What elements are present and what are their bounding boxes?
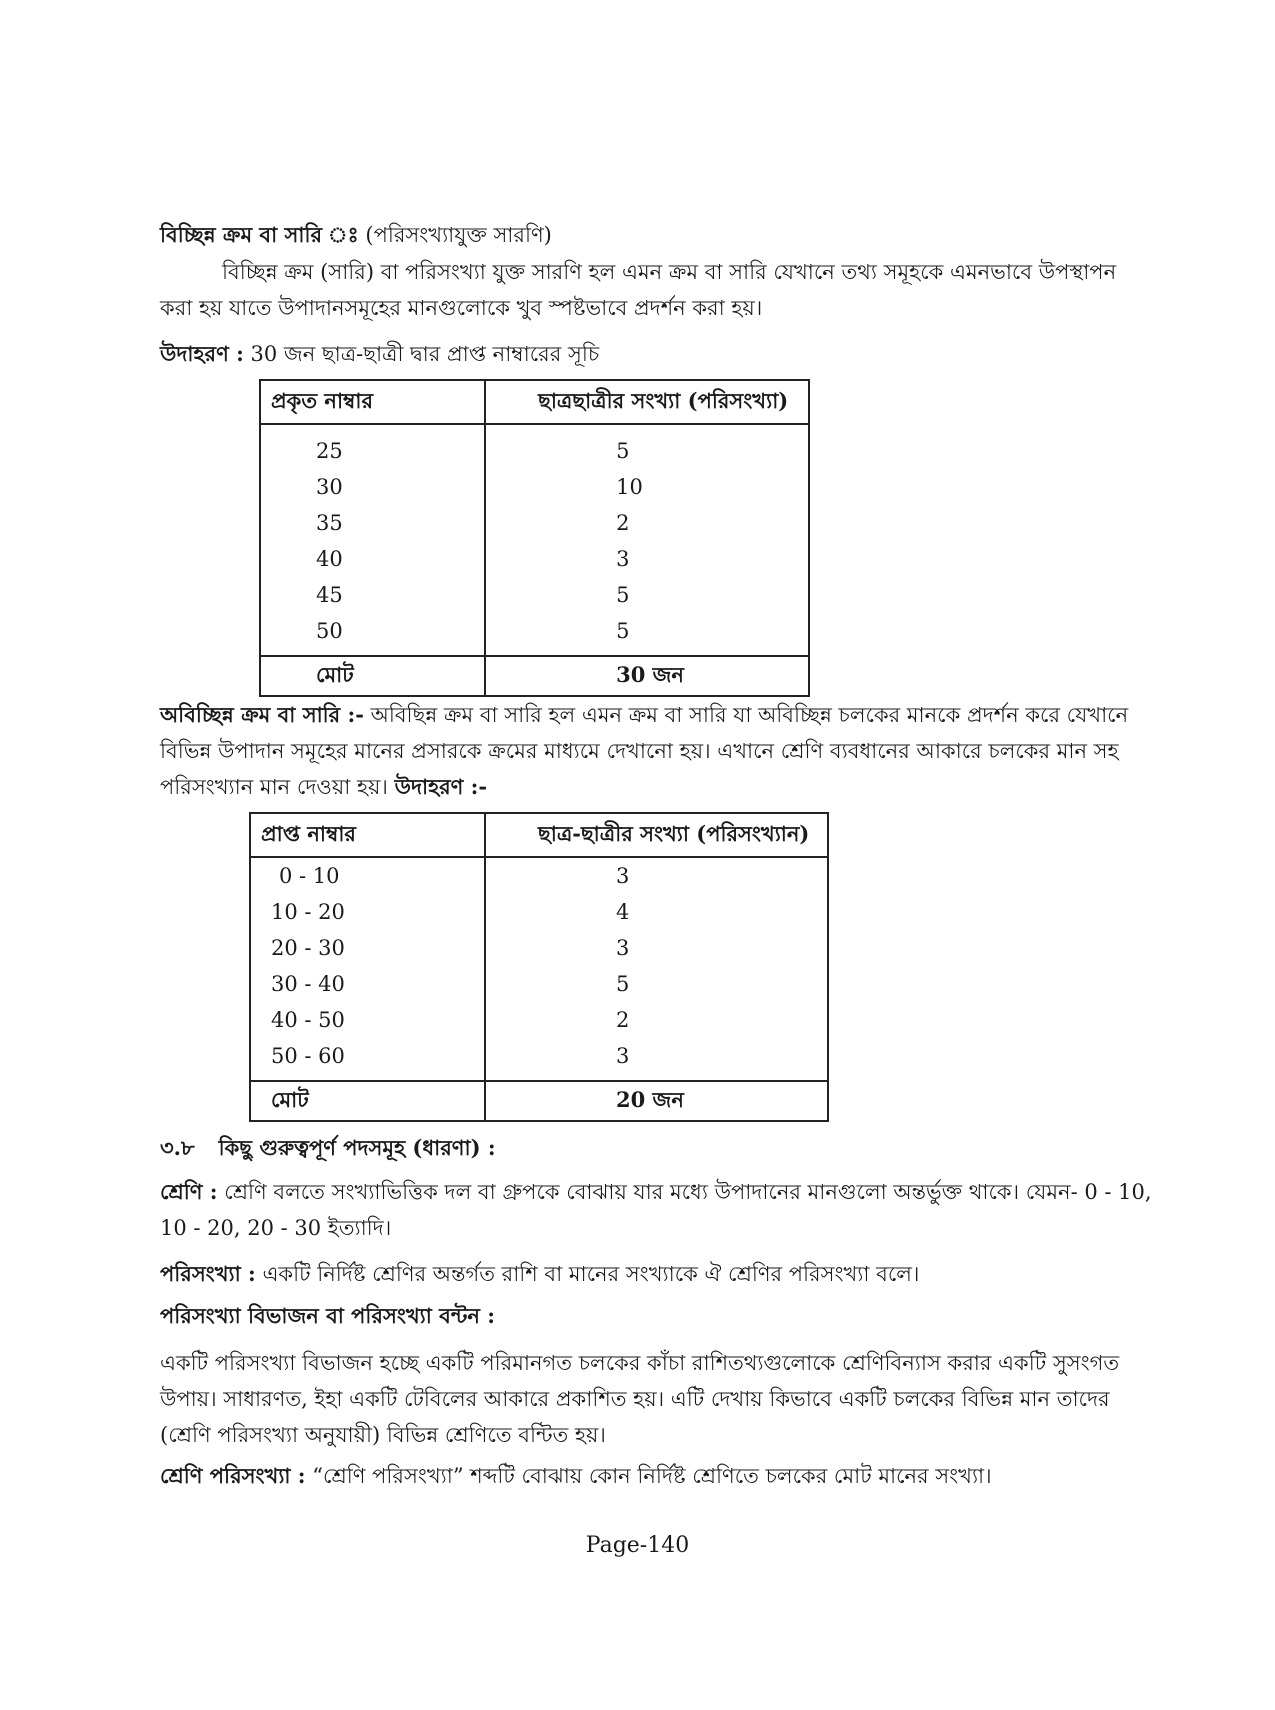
distribution-heading: পরিসংখ্যা বিভাজন বা পরিসংখ্যা বন্টন : <box>160 1303 495 1328</box>
table-cell: 40 - 50 <box>250 1002 485 1038</box>
table-row <box>260 505 809 541</box>
table-cell: 4 <box>485 894 828 930</box>
table-cell: 5 <box>485 424 809 469</box>
table-cell: 35 <box>260 505 485 541</box>
term-class-text: শ্রেণি বলতে সংখ্যাভিত্তিক দল বা গ্রুপকে বোঝায় যার মধ্যে উপাদানের মানগুলো অন্তর্ভুক্ত থাকে। যেমন- 0 - 10, 10 - 20, 20 - 30 ইত্যাদি। <box>160 1180 1152 1240</box>
discrete-heading-bold: বিচ্ছিন্ন ক্রম বা সারি ঃ <box>160 222 359 247</box>
distribution-paragraph: একটি পরিসংখ্যা বিভাজন হচ্ছে একটি পরিমানগত চলকের কাঁচা রাশিতথ্যগুলোকে শ্রেণিবিন্যাস করার একটি সুসংগত উপায়। সাধারণত, ইহা একটি টেবিলের আকারে প্রকাশিত হয়। এটি দেখায় কিভাবে একটি চলকের বিভিন্ন মান তাদের (শ্রেণি পরিসংখ্যা অনুযায়ী) বিভিন্ন শ্রেণিতে বন্টিত হয়। <box>160 1351 1120 1447</box>
section-heading <box>160 1130 1155 1166</box>
continuous-example-label: উদাহরণ :- <box>394 774 488 799</box>
section-number: ৩.৮ <box>160 1135 195 1160</box>
term-class-frequency <box>160 1458 1155 1494</box>
table-total-value: 20 জন <box>485 1081 828 1121</box>
table-cell: 3 <box>485 541 809 577</box>
table-header-cell: প্রকৃত নাম্বার <box>260 380 485 424</box>
table-row <box>250 966 828 1002</box>
table-total-row <box>250 1081 828 1121</box>
continuous-table <box>249 812 829 1122</box>
term-class-label: শ্রেণি : <box>160 1179 218 1204</box>
table-cell: 20 - 30 <box>250 930 485 966</box>
table-cell: 3 <box>485 857 828 894</box>
table-cell: 10 <box>485 469 809 505</box>
discrete-paragraph: বিচ্ছিন্ন ক্রম (সারি) বা পরিসংখ্যা যুক্ত সারণি হল এমন ক্রম বা সারি যেখানে তথ্য সমূহকে এমনভাবে উপস্থাপন করা হয় যাতে উপাদানসমূহের মানগুলোকে খুব স্পষ্টভাবে প্রদর্শন করা হয়। <box>160 260 1117 320</box>
table-cell: 50 <box>260 613 485 656</box>
table-cell: 2 <box>485 1002 828 1038</box>
term-frequency-text: একটি নির্দিষ্ট শ্রেণির অন্তর্গত রাশি বা মানের সংখ্যাকে ঐ শ্রেণির পরিসংখ্যা বলে। <box>255 1262 920 1286</box>
term-frequency <box>160 1256 1155 1292</box>
table-row <box>250 1002 828 1038</box>
table-total-value: 30 জন <box>485 656 809 696</box>
table-cell: 10 - 20 <box>250 894 485 930</box>
table-cell: 5 <box>485 966 828 1002</box>
table-row <box>260 424 809 469</box>
table-row <box>250 857 828 894</box>
table-cell: 3 <box>485 1038 828 1081</box>
discrete-table <box>259 379 810 697</box>
table-cell: 50 - 60 <box>250 1038 485 1081</box>
table-cell: 3 <box>485 930 828 966</box>
table-header-row <box>260 380 809 424</box>
table-header-cell: ছাত্রছাত্রীর সংখ্যা (পরিসংখ্যা) <box>485 380 809 424</box>
table-total-row <box>260 656 809 696</box>
discrete-example <box>160 336 1155 372</box>
discrete-example-text: 30 জন ছাত্র-ছাত্রী দ্বার প্রাপ্ত নাম্বারের সূচি <box>243 342 600 366</box>
table-cell: 2 <box>485 505 809 541</box>
table-header-cell: ছাত্র-ছাত্রীর সংখ্যা (পরিসংখ্যান) <box>485 813 828 857</box>
table-row <box>250 1038 828 1081</box>
table-row <box>260 577 809 613</box>
discrete-example-label: উদাহরণ : <box>160 341 244 366</box>
term-class <box>160 1174 1155 1246</box>
table-row <box>260 469 809 505</box>
continuous-paragraph <box>160 697 1155 805</box>
term-class-frequency-text: “শ্রেণি পরিসংখ্যা” শব্দটি বোঝায় কোন নির্দিষ্ট শ্রেণিতে চলকের মোট মানের সংখ্যা। <box>305 1464 992 1488</box>
term-class-frequency-label: শ্রেণি পরিসংখ্যা : <box>160 1463 306 1488</box>
table-row <box>250 894 828 930</box>
table-cell: 0 - 10 <box>250 857 485 894</box>
section-title: কিছু গুরুত্বপূর্ণ পদসমূহ (ধারণা) : <box>218 1135 496 1160</box>
continuous-heading: অবিচ্ছিন্ন ক্রম বা সারি :- <box>160 702 364 727</box>
table-cell: 5 <box>485 613 809 656</box>
table-row <box>260 541 809 577</box>
discrete-heading-rest: (পরিসংখ্যাযুক্ত সারণি) <box>358 223 552 247</box>
table-cell: 40 <box>260 541 485 577</box>
continuous-text: অবিছিন্ন ক্রম বা সারি হল এমন ক্রম বা সারি যা অবিচ্ছিন্ন চলকের মানকে প্রদর্শন করে যেখানে বিভিন্ন উপাদান সমূহের মানের প্রসারকে ক্রমের মাধ্যমে দেখানো হয়। এখানে শ্রেণি ব্যবধানের আকারে চলকের মান সহ পরিসংখ্যান মান দেওয়া হয়। <box>160 703 1129 799</box>
table-cell: 25 <box>260 424 485 469</box>
term-frequency-label: পরিসংখ্যা : <box>160 1261 256 1286</box>
table-total-label: মোট <box>250 1081 485 1121</box>
table-row <box>250 930 828 966</box>
table-cell: 30 - 40 <box>250 966 485 1002</box>
discrete-heading <box>160 217 1155 253</box>
page-number: Page-140 <box>585 1533 690 1558</box>
table-cell: 45 <box>260 577 485 613</box>
table-total-label: মোট <box>260 656 485 696</box>
table-row <box>260 613 809 656</box>
table-header-cell: প্রাপ্ত নাম্বার <box>250 813 485 857</box>
table-cell: 5 <box>485 577 809 613</box>
table-cell: 30 <box>260 469 485 505</box>
table-header-row <box>250 813 828 857</box>
